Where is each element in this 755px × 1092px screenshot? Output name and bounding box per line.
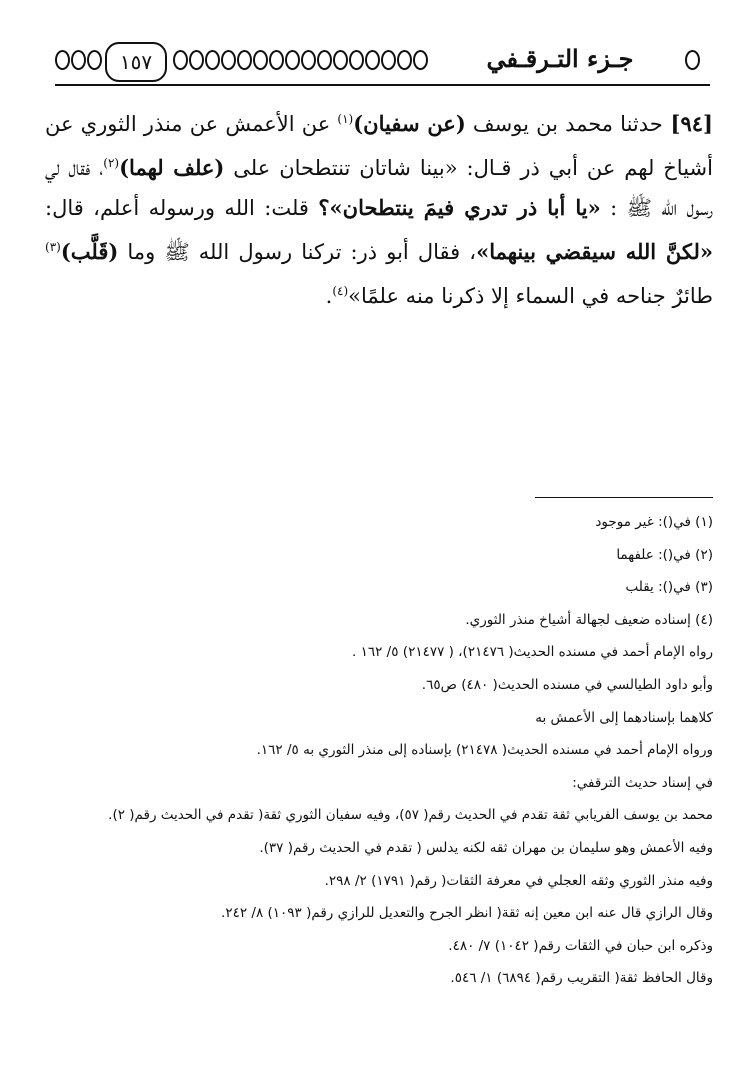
footnote-separator [535, 497, 713, 498]
hadith-text [45, 100, 713, 316]
footnote-line: في إسناد حديث الترقفي: [572, 774, 713, 791]
header-title: جـزء التـرقـفي [486, 44, 634, 73]
text-segment: عن الأعمش عن منذر الثوري عن أشياخ لهم عن أبي ذر قـال: «بينا شاتان تنتطحان على [45, 112, 713, 180]
footnote-line: (١) في(): غير موجود [595, 514, 713, 530]
hadith-paragraph [45, 100, 713, 316]
footnote-line: (٤) إسناده ضعيف لجهالة أشياخ منذر الثوري. [465, 611, 713, 628]
prophetic-saying: «لكنَّ الله سيقضي بينهما» [476, 239, 713, 264]
ornament-left [55, 50, 102, 80]
footnote-ref: (٤) [332, 284, 349, 298]
footnote-line: ورواه الإمام أحمد في مسنده الحديث( ٢١٤٧٨) بإسناده إلى منذر الثوري به ٥/ ١٦٢. [256, 742, 713, 759]
footnote-line: رواه الإمام أحمد في مسنده الحديث( ٢١٤٧٦)، ( ٢١٤٧٧) ٥/ ١٦٢ . [352, 644, 713, 661]
text-segment: ، فقال أبو ذر: تركنا رسول الله ﷺ وما [118, 240, 477, 264]
footnote-line: وفيه منذر الثوري وثقه العجلي في معرفة الثقات( رقم( ١٧٩١) ٢/ ٢٩٨. [324, 872, 713, 889]
hadith-number: [٩٤] [662, 111, 713, 136]
footnote-ref: (١) [337, 112, 354, 126]
ornament-right [685, 50, 700, 80]
text-segment: . [325, 284, 333, 308]
text-segment: ، فقال لي رسول الله ﷺ : [45, 156, 714, 220]
text-segment: طائرٌ جناحه في السماء إلا ذكرنا منه علمًا» [348, 284, 713, 308]
footnote-line: (٣) في(): يقلب [625, 579, 713, 596]
footnote-line: وقال الحافظ ثقة( التقريب رقم( ٦٨٩٤) ١/ ٥٤٦. [450, 970, 713, 987]
text-segment: قلت: الله ورسوله أعلم، قال: [45, 196, 319, 220]
header-rule [55, 84, 710, 86]
footnote-ref: (٣) [45, 240, 61, 254]
footnote-line: (٢) في(): علفهما [616, 546, 713, 563]
text-segment: حدثنا محمد بن يوسف [465, 112, 663, 136]
footnote-line: وذكره ابن حبان في الثقات رقم( ١٠٤٢) ٧/ ٤٨٠. [448, 937, 713, 954]
variant-phrase: (عن سفيان) [353, 111, 466, 136]
prophetic-saying: «يا أبا ذر تدري فيمَ ينتطحان»؟ [318, 195, 601, 220]
footnote-line: كلاهما بإسنادهما إلى الأعمش به [535, 709, 713, 726]
page-number-box [105, 42, 167, 82]
footnote-ref: (٢) [103, 156, 120, 170]
ornament-middle [173, 50, 428, 80]
footnote-line: وأبو داود الطيالسي في مسنده الحديث( ٤٨٠) ص٦٥. [421, 676, 713, 693]
page-number: ١٥٧ [119, 50, 153, 74]
variant-phrase: (علف لهما) [119, 155, 225, 180]
footnotes [45, 506, 713, 995]
footnote-line: وقال الرازي قال عنه ابن معين إنه ثقة( انظر الجرح والتعديل للرازي رقم( ١٠٩٣) ٨/ ٢٤٢. [221, 905, 713, 922]
footnote-line: وفيه الأعمش وهو سليمان بن مهران ثقه لكنه يدلس ( تقدم في الحديث رقم( ٣٧). [259, 839, 713, 856]
variant-phrase: (قَلَّب) [60, 239, 119, 264]
page-header [55, 40, 710, 88]
footnote-line: محمد بن يوسف الفريابي ثقة تقدم في الحديث رقم( ٥٧)، وفيه سفيان الثوري ثقة( تقدم في الحديث رقم( ٢). [108, 807, 713, 824]
